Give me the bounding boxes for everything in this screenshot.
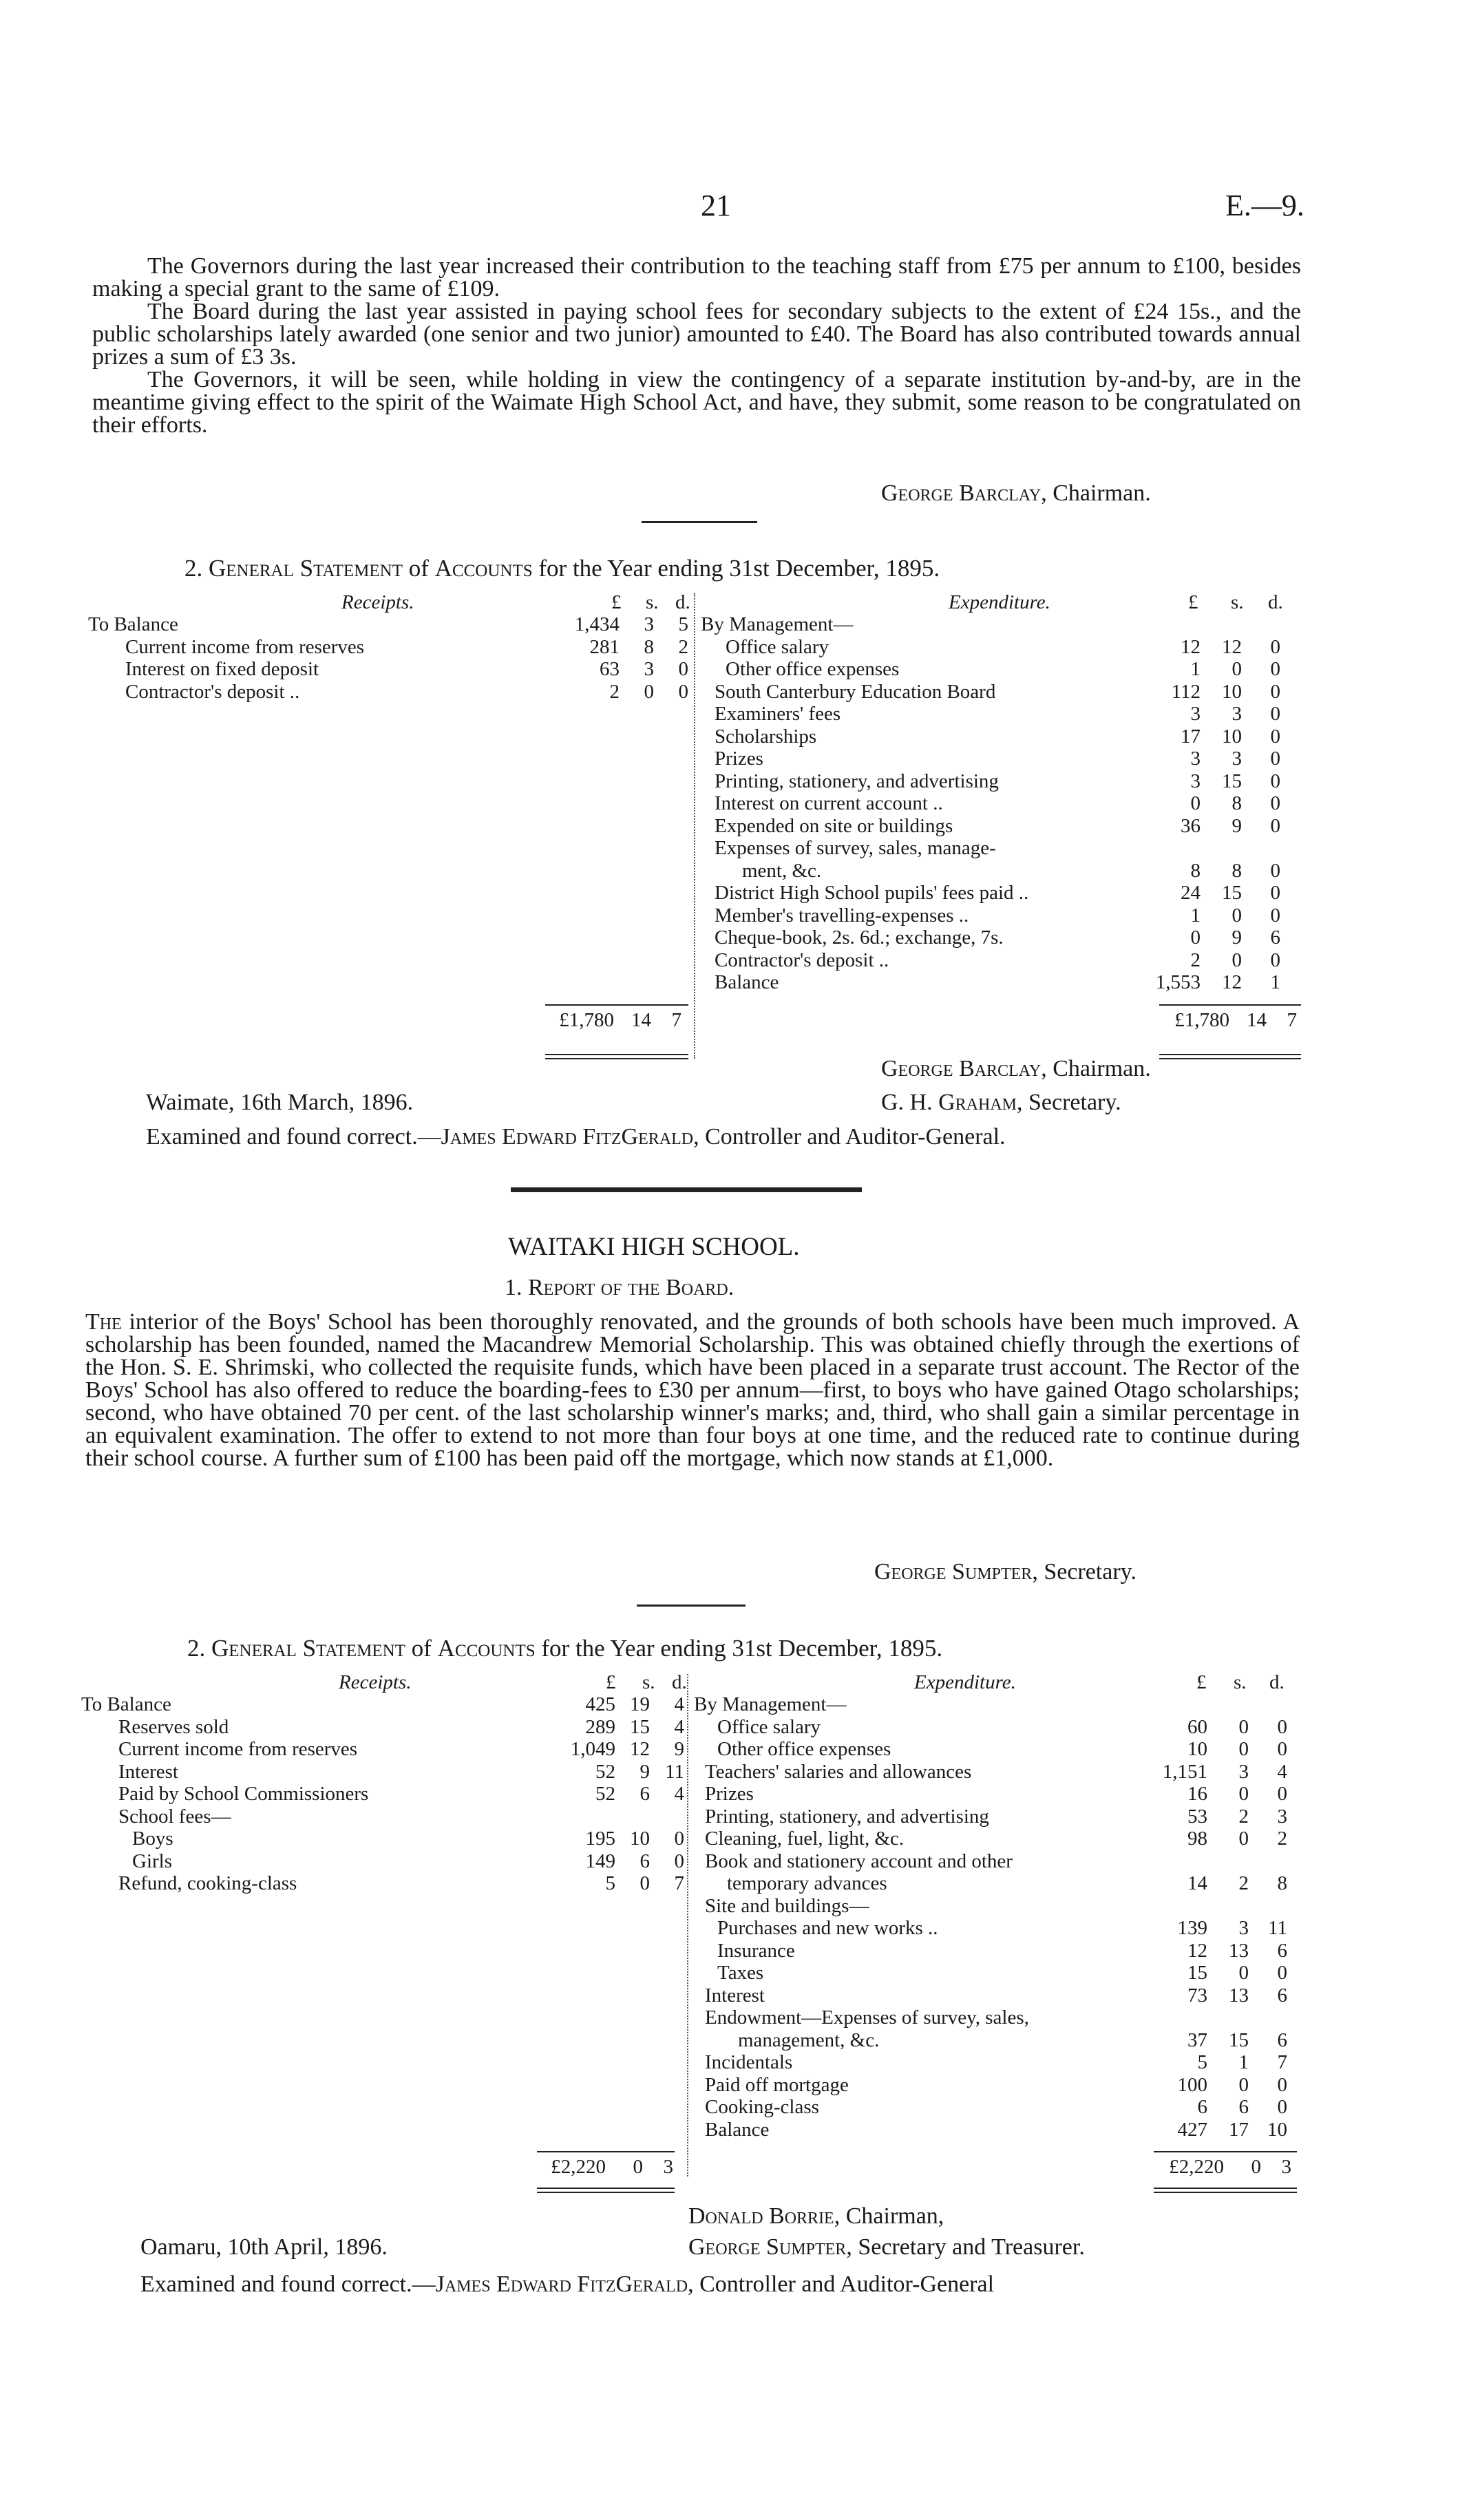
amount-shillings: 12: [1222, 971, 1242, 993]
amount-pounds: 5: [605, 1872, 615, 1894]
amount-shillings: 2: [1238, 1805, 1249, 1828]
waitaki-receipts-column: [81, 1671, 687, 2181]
account-row-label: Reserves sold: [118, 1715, 229, 1738]
amount-shillings: 0: [1231, 658, 1242, 680]
amount-pounds: 1,553: [1155, 971, 1201, 993]
amount-pounds: 0: [1190, 927, 1201, 949]
amount-pence: 6: [1277, 1984, 1287, 2007]
waitaki-signatory-chairman: Donald Borrie, Chairman,: [688, 2203, 944, 2229]
amount-pence: 0: [1270, 635, 1280, 658]
account-row-label: Contractor's deposit ..: [125, 680, 300, 703]
amount-shillings: 17: [1229, 2118, 1249, 2141]
amount-pounds: 1,151: [1162, 1760, 1207, 1783]
account-row: [81, 1828, 687, 1850]
amount-shillings: 12: [1222, 635, 1242, 658]
amount-pence: 2: [1277, 1828, 1287, 1850]
account-row: [81, 1761, 687, 1783]
amount-pounds: 10: [1187, 1738, 1207, 1760]
amount-pence: 0: [1270, 680, 1280, 703]
account-row: [81, 1783, 687, 1806]
waitaki-place-date: Oamaru, 10th April, 1896.: [140, 2234, 388, 2260]
amount-pence: 0: [1270, 703, 1280, 725]
amount-pounds: 5: [1197, 2051, 1207, 2073]
waimate-accounts-title: 2. General Statement of Accounts for the Year ending 31st December, 1895.: [184, 555, 940, 582]
account-row: [694, 1850, 1307, 1873]
account-row-label: Contractor's deposit ..: [715, 949, 889, 971]
amount-shillings: 0: [1238, 1715, 1249, 1738]
amount-pence: 8: [1277, 1872, 1287, 1894]
amount-pence: 0: [1270, 882, 1280, 904]
account-row: [88, 658, 694, 681]
amount-pence: 0: [1277, 1962, 1287, 1984]
amount-shillings: 15: [1222, 770, 1242, 792]
amount-shillings: 10: [1222, 725, 1242, 748]
waitaki-examined-line: Examined and found correct.—James Edward FitzGerald, Controller and Auditor-General: [140, 2272, 995, 2297]
waitaki-school-title: WAITAKI HIGH SCHOOL.: [508, 1233, 800, 1261]
amount-shillings: 15: [1222, 882, 1242, 904]
account-row-label: District High School pupils' fees paid ..: [715, 882, 1029, 904]
amount-shillings: 3: [1231, 703, 1242, 725]
account-row-label: Examiners' fees: [715, 703, 841, 725]
account-row-label: Current income from reserves: [125, 635, 365, 658]
account-row: [694, 2007, 1307, 2029]
amount-shillings: 15: [630, 1715, 650, 1738]
account-row: [701, 770, 1307, 793]
expenditure-total-rule: [1159, 1004, 1301, 1006]
amount-shillings: 0: [1238, 1738, 1249, 1760]
amount-pounds: 16: [1187, 1783, 1207, 1805]
amount-shillings: 6: [639, 1850, 650, 1872]
amount-pounds: 1: [1190, 658, 1201, 680]
account-row: [88, 613, 694, 636]
account-row: [701, 882, 1307, 904]
amount-pounds: 112: [1171, 680, 1201, 703]
amount-shillings: 0: [1231, 949, 1242, 971]
account-row-label: By Management—: [694, 1693, 847, 1715]
account-row: [701, 792, 1307, 815]
amount-pounds: 149: [585, 1850, 615, 1872]
amount-shillings: 12: [630, 1738, 650, 1760]
account-row: [701, 681, 1307, 703]
account-row: [694, 2051, 1307, 2074]
amount-pounds: 1,049: [570, 1738, 615, 1760]
account-row: [694, 1806, 1307, 1828]
account-row: [701, 613, 1307, 636]
amount-pounds: 53: [1187, 1805, 1207, 1828]
signature-name: George Barclay: [881, 480, 1042, 506]
account-row-label: Balance: [715, 971, 779, 993]
waimate-center-divider: [694, 593, 695, 1059]
receipts-total-rule: [537, 2151, 675, 2152]
account-row-label: Member's travelling-expenses ..: [715, 904, 969, 927]
amount-shillings: 8: [644, 635, 654, 658]
waitaki-receipts-total: £2,220 0 3: [551, 2156, 673, 2178]
amount-pence: 1: [1270, 971, 1280, 993]
account-row-label: Refund, cooking-class: [118, 1872, 297, 1894]
amount-pounds: 17: [1181, 725, 1201, 748]
account-row-label: temporary advances: [727, 1872, 887, 1894]
amount-pounds: 3: [1190, 770, 1201, 792]
account-row-label: To Balance: [81, 1693, 171, 1715]
account-row: [81, 1693, 687, 1716]
amount-pence: 2: [678, 635, 688, 658]
account-row-label: To Balance: [88, 613, 178, 635]
amount-pounds: 1,434: [574, 613, 620, 635]
amount-shillings: 0: [1238, 1962, 1249, 1984]
waimate-intro-paragraph-2: The Board during the last year assisted in paying school fees for secondary subjects to the extent of £24 15s., and the public scholarships lately awarded (one senior and two junior) amounted to £40. The Board has also contributed towards annual prizes a sum of £3 3s.: [92, 299, 1301, 370]
account-row-label: Scholarships: [715, 725, 817, 748]
amount-pence: 4: [674, 1783, 684, 1805]
amount-shillings: 6: [1238, 2096, 1249, 2118]
amount-pounds: 63: [600, 658, 620, 680]
amount-shillings: 0: [644, 680, 654, 703]
waitaki-report-paragraph: The interior of the Boys' School has been thoroughly renovated, and the grounds of both schools have been much improved. A scholarship has been founded, named the Macandrew Memorial Scholarship. This was obtained chiefly through the exertions of the Hon. S. E. Shrimski, who collected the requisite funds, which have been placed in a separate trust account. The Rector of the Boys' School has also offered to reduce the boarding-fees to £30 per annum—first, to boys who have gained Otago scholarships; second, who have obtained 70 per cent. of the last scholarship winner's marks; and, third, who shall gain a similar percentage in an equivalent examination. The offer to extend to not more than four boys at one time, and the reduced rate to continue during their school course. A further sum of £100 has been paid off the mortgage, which now stands at £1,000.: [85, 1309, 1300, 1471]
amount-shillings: 15: [1229, 2029, 1249, 2051]
amount-pence: 6: [1277, 2029, 1287, 2051]
account-row: [694, 1828, 1307, 1850]
amount-pence: 0: [1270, 814, 1280, 837]
col-shilling-header: s.: [642, 1671, 655, 1693]
amount-pence: 6: [1270, 927, 1280, 949]
col-shilling-header: s.: [646, 591, 659, 613]
amount-pence: 4: [674, 1715, 684, 1738]
waimate-place-date: Waimate, 16th March, 1896.: [146, 1090, 414, 1115]
account-row: [701, 949, 1307, 972]
amount-shillings: 10: [630, 1828, 650, 1850]
amount-shillings: 8: [1231, 792, 1242, 814]
amount-pence: 6: [1277, 1939, 1287, 1962]
short-divider: [642, 521, 757, 523]
account-row: [701, 703, 1307, 726]
amount-pence: 0: [1270, 725, 1280, 748]
col-pence-header: d.: [1269, 1671, 1285, 1693]
account-row: [88, 636, 694, 659]
expenditure-heading: Expenditure.: [949, 591, 1050, 613]
account-row: [701, 927, 1307, 949]
account-row-label: Site and buildings—: [705, 1894, 869, 1917]
account-row: [701, 726, 1307, 748]
account-row-label: Taxes: [717, 1962, 764, 1984]
waimate-receipts-total: £1,780 14 7: [559, 1009, 681, 1031]
account-row: [694, 1738, 1307, 1761]
amount-pounds: 3: [1190, 748, 1201, 770]
account-row: [694, 2119, 1307, 2141]
amount-pence: 4: [1277, 1760, 1287, 1783]
account-row: [694, 1783, 1307, 1806]
account-row-label: management, &c.: [738, 2029, 880, 2051]
signature-role: , Chairman.: [1041, 480, 1151, 506]
col-pence-header: d.: [672, 1671, 687, 1693]
account-row-label: Cooking-class: [705, 2096, 819, 2118]
amount-pence: 0: [678, 680, 688, 703]
amount-pounds: 73: [1187, 1984, 1207, 2007]
amount-pence: 0: [1277, 1738, 1287, 1760]
col-pence-header: d.: [1268, 591, 1283, 613]
expenditure-heading: Expenditure.: [914, 1671, 1016, 1693]
amount-shillings: 6: [639, 1783, 650, 1805]
amount-pence: 3: [1277, 1805, 1287, 1828]
receipts-heading: Receipts.: [339, 1671, 412, 1693]
waitaki-report-signature: George Sumpter, Secretary.: [874, 1559, 1137, 1585]
amount-pounds: 52: [595, 1760, 615, 1783]
waitaki-signatory-secretary: George Sumpter, Secretary and Treasurer.: [688, 2234, 1085, 2260]
account-row: [701, 971, 1307, 994]
amount-pounds: 139: [1177, 1917, 1207, 1939]
amount-pounds: 6: [1197, 2096, 1207, 2118]
amount-pounds: 289: [585, 1715, 615, 1738]
account-row-label: Current income from reserves: [118, 1738, 358, 1760]
col-pound-header: £: [611, 591, 622, 613]
account-row: [701, 860, 1307, 882]
account-row-label: Interest on fixed deposit: [125, 658, 319, 680]
amount-pounds: 0: [1190, 792, 1201, 814]
account-row: [694, 1984, 1307, 2007]
account-row-label: Printing, stationery, and advertising: [705, 1805, 989, 1828]
col-pound-header: £: [606, 1671, 616, 1693]
account-row-label: Insurance: [717, 1939, 795, 1962]
amount-pounds: 8: [1190, 859, 1201, 882]
account-row: [694, 1940, 1307, 1962]
amount-pounds: 12: [1181, 635, 1201, 658]
amount-pounds: 15: [1187, 1962, 1207, 1984]
account-row-label: Purchases and new works ..: [717, 1917, 938, 1939]
col-pound-header: £: [1196, 1671, 1207, 1693]
amount-shillings: 1: [1238, 2051, 1249, 2073]
account-row-label: Endowment—Expenses of survey, sales,: [705, 2007, 1029, 2029]
amount-pence: 0: [1270, 859, 1280, 882]
waimate-examined-line: Examined and found correct.—James Edward FitzGerald, Controller and Auditor-General.: [146, 1124, 1006, 1150]
account-row-label: Prizes: [705, 1783, 754, 1805]
amount-pounds: 14: [1187, 1872, 1207, 1894]
waimate-signatory-chairman: George Barclay, Chairman.: [881, 1056, 1151, 1081]
account-row-label: Book and stationery account and other: [705, 1850, 1013, 1872]
account-row: [81, 1738, 687, 1761]
waitaki-center-divider: [687, 1674, 688, 2177]
page-number: 21: [701, 189, 731, 222]
amount-pence: 4: [674, 1693, 684, 1715]
amount-pence: 7: [674, 1872, 684, 1894]
account-row: [694, 1895, 1307, 1918]
amount-pence: 10: [1267, 2118, 1287, 2141]
account-row: [81, 1850, 687, 1873]
col-pence-header: d.: [675, 591, 690, 613]
account-row: [701, 658, 1307, 681]
amount-shillings: 8: [1231, 859, 1242, 882]
amount-pounds: 52: [595, 1783, 615, 1805]
amount-pounds: 2: [609, 680, 620, 703]
amount-shillings: 0: [639, 1872, 650, 1894]
col-shilling-header: s.: [1234, 1671, 1247, 1693]
amount-pence: 0: [1277, 2073, 1287, 2096]
account-row-label: Prizes: [715, 748, 763, 770]
amount-pounds: 12: [1187, 1939, 1207, 1962]
amount-pence: 0: [1270, 658, 1280, 680]
amount-pounds: 37: [1187, 2029, 1207, 2051]
account-row: [701, 815, 1307, 838]
amount-pence: 0: [1270, 748, 1280, 770]
expenditure-double-rule: [1154, 2188, 1297, 2189]
amount-shillings: 0: [1231, 904, 1242, 927]
account-row-label: School fees—: [118, 1805, 231, 1828]
amount-pence: 5: [678, 613, 688, 635]
amount-pounds: 24: [1181, 882, 1201, 904]
waimate-intro-paragraph-1: The Governors during the last year increased their contribution to the teaching staff from £75 per annum to £100, besides making a special grant to the same of £109.: [92, 253, 1301, 301]
account-row: [694, 2096, 1307, 2119]
account-row-label: Expenses of survey, sales, manage-: [715, 837, 996, 859]
account-row: [701, 748, 1307, 770]
account-row-label: Expended on site or buildings: [715, 814, 953, 837]
amount-shillings: 3: [1238, 1917, 1249, 1939]
amount-pounds: 3: [1190, 703, 1201, 725]
amount-shillings: 0: [1238, 2073, 1249, 2096]
waitaki-report-heading: 1. Report of the Board.: [505, 1275, 734, 1300]
amount-pence: 7: [1277, 2051, 1287, 2073]
amount-shillings: 9: [1231, 927, 1242, 949]
amount-pence: 0: [674, 1828, 684, 1850]
account-row-label: Office salary: [717, 1715, 821, 1738]
account-row-label: Interest on current account ..: [715, 792, 943, 814]
account-row: [694, 1872, 1307, 1895]
amount-pence: 0: [1270, 904, 1280, 927]
short-divider-2: [637, 1605, 746, 1607]
amount-shillings: 10: [1222, 680, 1242, 703]
account-row-label: Printing, stationery, and advertising: [715, 770, 999, 792]
account-row: [701, 904, 1307, 927]
waitaki-accounts-title: 2. General Statement of Accounts for the Year ending 31st December, 1895.: [187, 1635, 943, 1662]
account-row: [701, 636, 1307, 659]
account-row: [81, 1872, 687, 1895]
amount-pounds: 100: [1177, 2073, 1207, 2096]
waimate-expenditure-total: £1,780 14 7: [1174, 1009, 1297, 1031]
expenditure-double-rule-2: [1154, 2192, 1297, 2193]
amount-pounds: 98: [1187, 1828, 1207, 1850]
account-row: [694, 1761, 1307, 1783]
receipts-double-rule: [537, 2188, 675, 2189]
account-row-label: Other office expenses: [726, 658, 900, 680]
amount-pence: 9: [674, 1738, 684, 1760]
account-row-label: Office salary: [726, 635, 829, 658]
amount-pence: 0: [1277, 1783, 1287, 1805]
account-row: [701, 837, 1307, 860]
amount-shillings: 13: [1229, 1984, 1249, 2007]
account-row-label: Cheque-book, 2s. 6d.; exchange, 7s.: [715, 927, 1004, 949]
account-row-label: ment, &c.: [742, 859, 822, 882]
account-row-label: By Management—: [701, 613, 854, 635]
amount-shillings: 3: [1238, 1760, 1249, 1783]
account-row: [694, 1693, 1307, 1716]
waimate-signatory-secretary: G. H. Graham, Secretary.: [881, 1090, 1121, 1115]
amount-shillings: 0: [1238, 1828, 1249, 1850]
amount-pounds: 1: [1190, 904, 1201, 927]
expenditure-total-rule: [1154, 2151, 1297, 2152]
waimate-intro-paragraph-3: The Governors, it will be seen, while holding in view the contingency of a separate institution by-and-by, are in the meantime giving effect to the spirit of the Waimate High School Act, and have, they submit, some reason to be congratulated on their efforts.: [92, 367, 1301, 438]
account-row-label: Paid by School Commissioners: [118, 1783, 369, 1805]
amount-pence: 11: [1268, 1917, 1287, 1939]
account-row: [81, 1806, 687, 1828]
receipts-double-rule-2: [537, 2192, 675, 2193]
amount-shillings: 9: [639, 1760, 650, 1783]
amount-pence: 0: [1277, 1715, 1287, 1738]
amount-pounds: 427: [1177, 2118, 1207, 2141]
amount-pounds: 281: [589, 635, 620, 658]
waitaki-expenditure-column: [694, 1671, 1307, 2181]
amount-shillings: 3: [1231, 748, 1242, 770]
account-row-label: Other office expenses: [717, 1738, 891, 1760]
account-row-label: Interest: [118, 1760, 178, 1783]
account-row-label: South Canterbury Education Board: [715, 680, 996, 703]
expenditure-double-rule-2: [1159, 1058, 1301, 1059]
receipts-double-rule-2: [545, 1058, 688, 1059]
receipts-heading: Receipts.: [341, 591, 414, 613]
account-row: [694, 2074, 1307, 2097]
account-row: [694, 1716, 1307, 1739]
amount-pence: 11: [665, 1760, 684, 1783]
section-divider: [511, 1187, 862, 1192]
account-row: [88, 681, 694, 703]
amount-pounds: 425: [585, 1693, 615, 1715]
account-row-label: Boys: [132, 1828, 173, 1850]
amount-shillings: 3: [644, 658, 654, 680]
amount-shillings: 9: [1231, 814, 1242, 837]
waitaki-expenditure-total: £2,220 0 3: [1169, 2156, 1291, 2178]
amount-pence: 0: [1270, 792, 1280, 814]
amount-pence: 0: [678, 658, 688, 680]
account-row-label: Interest: [705, 1984, 765, 2007]
amount-pounds: 2: [1190, 949, 1201, 971]
account-row-label: Balance: [705, 2118, 770, 2141]
expenditure-double-rule: [1159, 1054, 1301, 1055]
amount-shillings: 2: [1238, 1872, 1249, 1894]
col-pound-header: £: [1188, 591, 1198, 613]
amount-pounds: 60: [1187, 1715, 1207, 1738]
account-row: [694, 1917, 1307, 1940]
account-row-label: Girls: [132, 1850, 172, 1872]
series-code: E.—9.: [1225, 189, 1304, 222]
amount-pence: 0: [674, 1850, 684, 1872]
amount-pence: 0: [1277, 2096, 1287, 2118]
col-shilling-header: s.: [1231, 591, 1244, 613]
account-row: [694, 1962, 1307, 1984]
waimate-intro-signature: [881, 482, 1151, 505]
account-row-label: Paid off mortgage: [705, 2073, 849, 2096]
amount-shillings: 0: [1238, 1783, 1249, 1805]
amount-pence: 0: [1270, 949, 1280, 971]
account-row: [694, 2029, 1307, 2052]
amount-pounds: 195: [585, 1828, 615, 1850]
amount-shillings: 3: [644, 613, 654, 635]
receipts-total-rule: [545, 1004, 688, 1006]
amount-shillings: 19: [630, 1693, 650, 1715]
account-row-label: Incidentals: [705, 2051, 793, 2073]
receipts-double-rule: [545, 1054, 688, 1055]
account-row-label: Teachers' salaries and allowances: [705, 1760, 972, 1783]
amount-pence: 0: [1270, 770, 1280, 792]
account-row-label: Cleaning, fuel, light, &c.: [705, 1828, 905, 1850]
amount-shillings: 13: [1229, 1939, 1249, 1962]
account-row: [81, 1716, 687, 1739]
amount-pounds: 36: [1181, 814, 1201, 837]
